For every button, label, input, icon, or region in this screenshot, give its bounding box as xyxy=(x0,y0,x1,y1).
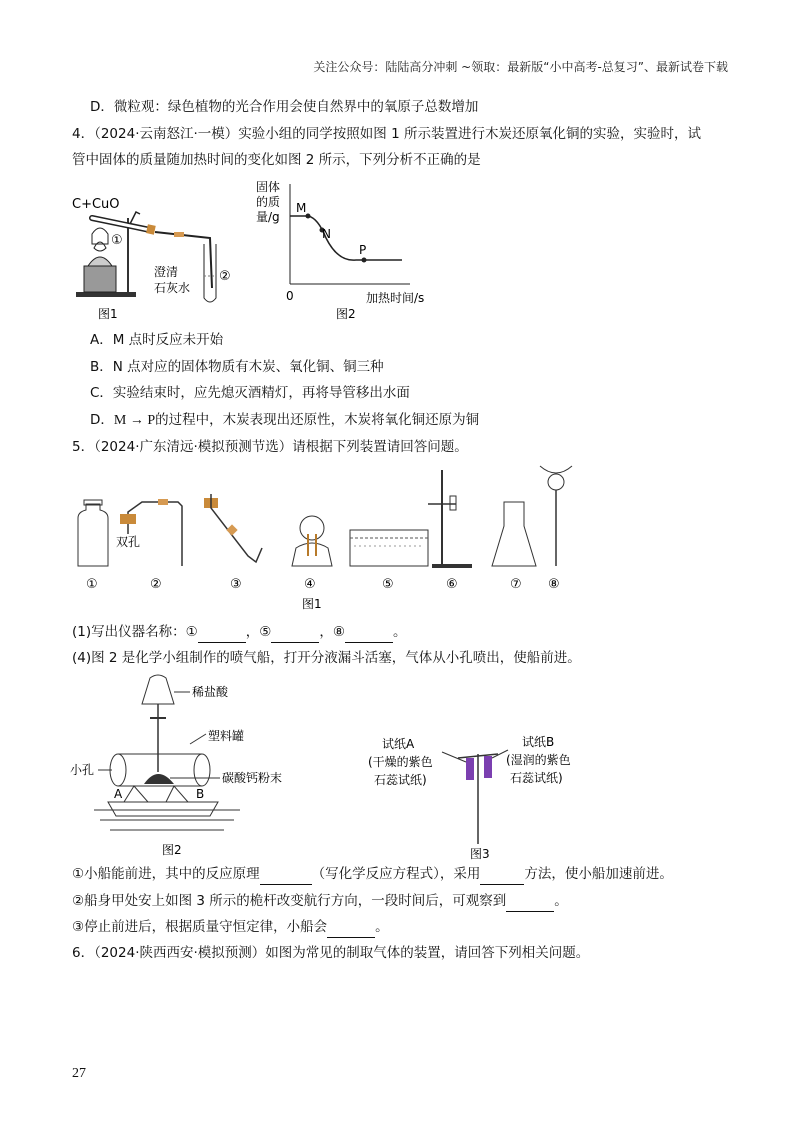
fig1-delivery-tube xyxy=(155,232,212,288)
q5-mark2: ② xyxy=(150,577,162,592)
fig3-paperB-desc1: (湿润的紫色 xyxy=(506,753,571,767)
fig2-label-P: P xyxy=(359,243,367,257)
fig2-acid-label: 稀盐酸 xyxy=(192,685,229,699)
q5-fig1-caption: 图1 xyxy=(302,597,322,611)
fig3-paperB xyxy=(484,756,492,778)
fig2-curve xyxy=(290,216,402,260)
fig2-point-P xyxy=(362,258,367,263)
fig2-xlabel: 加热时间/s xyxy=(366,291,425,305)
q5-sub4: (4)图 2 是化学小组制作的喷气船，打开分液漏斗活塞，气体从小孔喷出，使船前进。 xyxy=(72,650,581,666)
q4-option-d-formula: M → P xyxy=(113,413,156,428)
fig3-paperA-label: 试纸A xyxy=(382,737,415,751)
q5-q1 xyxy=(72,864,673,885)
answer-blank-5[interactable] xyxy=(271,622,319,643)
fig3-paperA-desc1: (干燥的紫色 xyxy=(368,755,433,769)
q5-q3-end: 。 xyxy=(375,919,389,935)
answer-blank-8[interactable] xyxy=(345,622,393,643)
inst-3-tube xyxy=(211,494,262,562)
fig3-caption: 图3 xyxy=(470,847,490,860)
q5-mark1: ① xyxy=(86,577,98,592)
q5-sub1-prefix: (1)写出仪器名称：① xyxy=(72,624,198,640)
fig2-label-A: A xyxy=(114,787,123,801)
q5-q2 xyxy=(72,891,568,912)
q5-q3 xyxy=(72,917,389,938)
fig1-rubber-joint xyxy=(174,232,184,237)
page-header: 关注公众号：陆陆高分冲刺 ~领取：最新版“小中高考-总复习”、最新试卷下载 xyxy=(313,60,728,74)
fig2-can-label: 塑料罐 xyxy=(208,729,245,743)
q4-stem-line2: 管中固体的质量随加热时间的变化如图 2 所示，下列分析不正确的是 xyxy=(72,152,481,168)
q5-mark8: ⑧ xyxy=(548,577,560,592)
fig2-separating-funnel xyxy=(142,675,174,704)
prev-option-d: D．微粒观：绿色植物的光合作用会使自然界中的氧原子总数增加 xyxy=(90,99,479,115)
fig2-boat xyxy=(108,802,218,816)
q5-sub1-end: 。 xyxy=(392,624,407,640)
fig1-stopper xyxy=(146,224,156,234)
fig3-paperB-label: 试纸B xyxy=(522,735,555,749)
fig1-water-label1: 澄清 xyxy=(154,265,179,279)
q5-sub1-sep2: ，⑧ xyxy=(319,624,345,640)
fig3-paperA xyxy=(466,758,474,780)
fig2-caption: 图2 xyxy=(336,307,356,321)
q5-q3-prefix: ③停止前进后，根据质量守恒定律，小船会 xyxy=(72,919,328,935)
fig2-label-B: B xyxy=(196,787,205,801)
fig1-caption: 图1 xyxy=(98,307,118,320)
page-number: 27 xyxy=(72,1066,86,1081)
q4-option-d-prefix: D． xyxy=(90,412,114,428)
q5-q1-mid: （写化学反应方程式），采用 xyxy=(311,866,481,882)
inst-2-tube xyxy=(128,502,182,566)
q5-stem: 5．（2024·广东清远·模拟预测节选）请根据下列装置请回答问题。 xyxy=(72,439,468,455)
fig2-powder-label: 碳酸钙粉末 xyxy=(222,771,283,785)
fig3-paperA-desc2: 石蕊试纸) xyxy=(374,773,427,787)
fig1-block xyxy=(84,266,116,292)
inst-5-trough xyxy=(350,530,428,566)
inst-4-alcohol-lamp xyxy=(292,543,332,566)
q4-figure1-apparatus xyxy=(70,178,250,320)
answer-blank-1[interactable] xyxy=(198,622,246,643)
fig2-supports xyxy=(124,786,188,802)
q4-figure2-graph xyxy=(252,176,452,322)
fig2-ylabel1: 固体 xyxy=(256,180,281,194)
fig2-label-M: M xyxy=(296,201,307,215)
q5-figure3-mast xyxy=(358,734,598,860)
fig1-base xyxy=(76,292,136,297)
q5-q1-end: 方法，使小船加速前进。 xyxy=(524,866,673,882)
fig1-alcohol-lamp xyxy=(88,257,112,266)
inst-2-label: 双孔 xyxy=(116,535,141,549)
fig1-flame xyxy=(94,242,106,251)
q6-stem: 6．（2024·陕西西安·模拟预测）如图为常见的制取气体的装置，请回答下列相关问题。 xyxy=(72,945,590,961)
answer-blank-observation[interactable] xyxy=(506,891,554,912)
q5-figure2-jet-boat xyxy=(70,668,300,860)
q4-option-c: C．实验结束时，应先熄灭酒精灯，再将导管移出水面 xyxy=(90,385,410,401)
q5-q1-prefix: ①小船能前进，其中的反应原理 xyxy=(72,866,260,882)
fig2-origin: 0 xyxy=(286,289,294,303)
q5-mark7: ⑦ xyxy=(510,577,522,592)
fig2-label-N: N xyxy=(322,227,331,241)
fig2-hole-label: 小孔 xyxy=(70,763,95,777)
q5-mark5: ⑤ xyxy=(382,577,394,592)
inst-8-funnel xyxy=(540,466,572,473)
q5-figure1-instruments xyxy=(66,462,586,614)
answer-blank-method[interactable] xyxy=(480,864,524,885)
answer-blank-equation[interactable] xyxy=(260,864,312,885)
q4-option-d-suffix: 的过程中，木炭表现出还原性，木炭将氧化铜还原为铜 xyxy=(155,412,480,428)
answer-blank-boat[interactable] xyxy=(327,917,375,938)
q4-option-d xyxy=(90,410,479,431)
fig1-water-label2: 石灰水 xyxy=(154,281,191,295)
q4-option-b: B．N 点对应的固体物质有木炭、氧化铜、铜三种 xyxy=(90,359,384,375)
fig1-clamp xyxy=(130,212,140,224)
inst-7-conical-flask xyxy=(492,502,536,566)
fig1-reagent-label: C+CuO xyxy=(72,197,120,212)
q4-stem-line1: 4．（2024·云南怒江·一模）实验小组的同学按照如图 1 所示装置进行木炭还原氧化铜的实验，实验时，试 xyxy=(72,126,701,142)
q5-sub1-sep1: ，⑤ xyxy=(245,624,272,640)
q5-sub1 xyxy=(72,622,406,643)
fig2-ylabel2: 的质 xyxy=(256,195,281,209)
fig2-caption: 图2 xyxy=(162,843,182,857)
inst-2-stopper xyxy=(120,514,136,524)
q5-q2-prefix: ②船身甲处安上如图 3 所示的桅杆改变航行方向，一段时间后，可观察到 xyxy=(72,893,507,909)
fig1-mark1: ① xyxy=(111,233,123,248)
fig1-mark2: ② xyxy=(219,269,231,284)
q4-option-a: A．M 点时反应未开始 xyxy=(90,332,224,348)
inst-1-gas-jar xyxy=(78,504,108,566)
fig3-paperB-desc2: 石蕊试纸) xyxy=(510,771,563,785)
fig2-powder xyxy=(144,774,174,784)
q5-q2-end: 。 xyxy=(554,893,568,909)
fig2-ylabel3: 量/g xyxy=(256,210,280,224)
q5-mark3: ③ xyxy=(230,577,242,592)
q5-mark4: ④ xyxy=(304,577,316,592)
q5-mark6: ⑥ xyxy=(446,577,458,592)
